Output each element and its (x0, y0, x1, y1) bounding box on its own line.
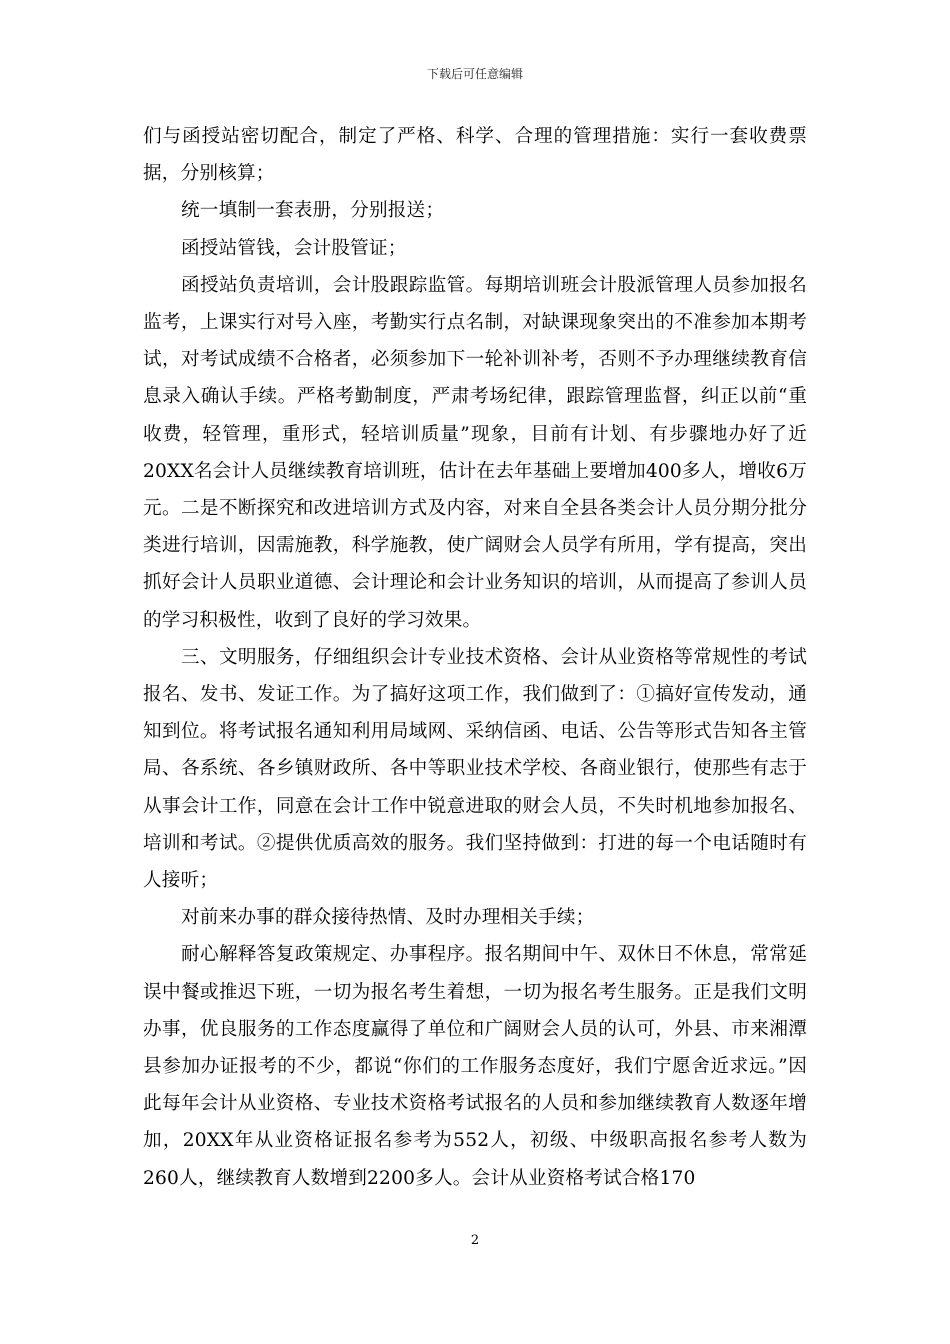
paragraph-6: 对前来办事的群众接待热情、及时办理相关手续； (181, 907, 595, 929)
paragraph-7: 耐心解释答复政策规定、办事程序。报名期间中午、双休日不休息，常常延误中餐或推迟下班，一切为报名考生着想，一切为报名考生服务。正是我们文明办事，优良服务的工作态度赢得了单位和广阔财会人员的认可，外县、市来湘潭县参加办证报考的不少，都说“你们的工作服务态度好，我们宁愿舍近求远。”因此每年会计从业资格、专业技术资格考试报名的人员和参加继续教育人数逐年增加，20XX年从业资格证报名参考为552人，初级、中级职高报名参考人数为260人，继续教育人数增到2200多人。会计从业资格考试合格170 (143, 944, 807, 1189)
paragraph-5: 三、文明服务，仔细组织会计专业技术资格、会计从业资格等常规性的考试报名、发书、发证工作。为了搞好这项工作，我们做到了：①搞好宣传发动，通知到位。将考试报名通知利用局域网、采纳信函、电话、公告等形式告知各主管局、各系统、各乡镇财政所、各中等职业技术学校、各商业银行，使那些有志于从事会计工作，同意在会计工作中锐意进取的财会人员，不失时机地参加报名、培训和考试。②提供优质高效的服务。我们坚持做到：打进的每一个电话随时有人接听； (143, 646, 807, 892)
paragraph-1: 们与函授站密切配合，制定了严格、科学、合理的管理措施：实行一套收费票据，分别核算； (143, 126, 807, 185)
paragraph-3: 函授站管钱，会计股管证； (181, 237, 407, 259)
page-header: 下载后可任意编辑 (426, 67, 523, 81)
page-number: 2 (470, 1233, 480, 1248)
document-body (143, 118, 807, 1197)
paragraph-2: 统一填制一套表册，分别报送； (181, 200, 445, 222)
paragraph-4: 函授站负责培训，会计股跟踪监管。每期培训班会计股派管理人员参加报名监考，上课实行对号入座，考勤实行点名制，对缺课现象突出的不准参加本期考试，对考试成绩不合格者，必须参加下一轮补训补考，否则不予办理继续教育信息录入确认手续。严格考勤制度，严肃考场纪律，跟踪管理监督，纠正以前“重收费，轻管理，重形式，轻培训质量”现象，目前有计划、有步骤地办好了近20XX名会计人员继续教育培训班，估计在去年基础上要增加400多人，增收6万元。二是不断探究和改进培训方式及内容，对来自全县各类会计人员分期分批分类进行培训，因需施教，科学施教，使广阔财会人员学有所用，学有提高，突出抓好会计人员职业道德、会计理论和会计业务知识的培训，从而提高了参训人员的学习积极性，收到了良好的学习效果。 (143, 274, 807, 631)
